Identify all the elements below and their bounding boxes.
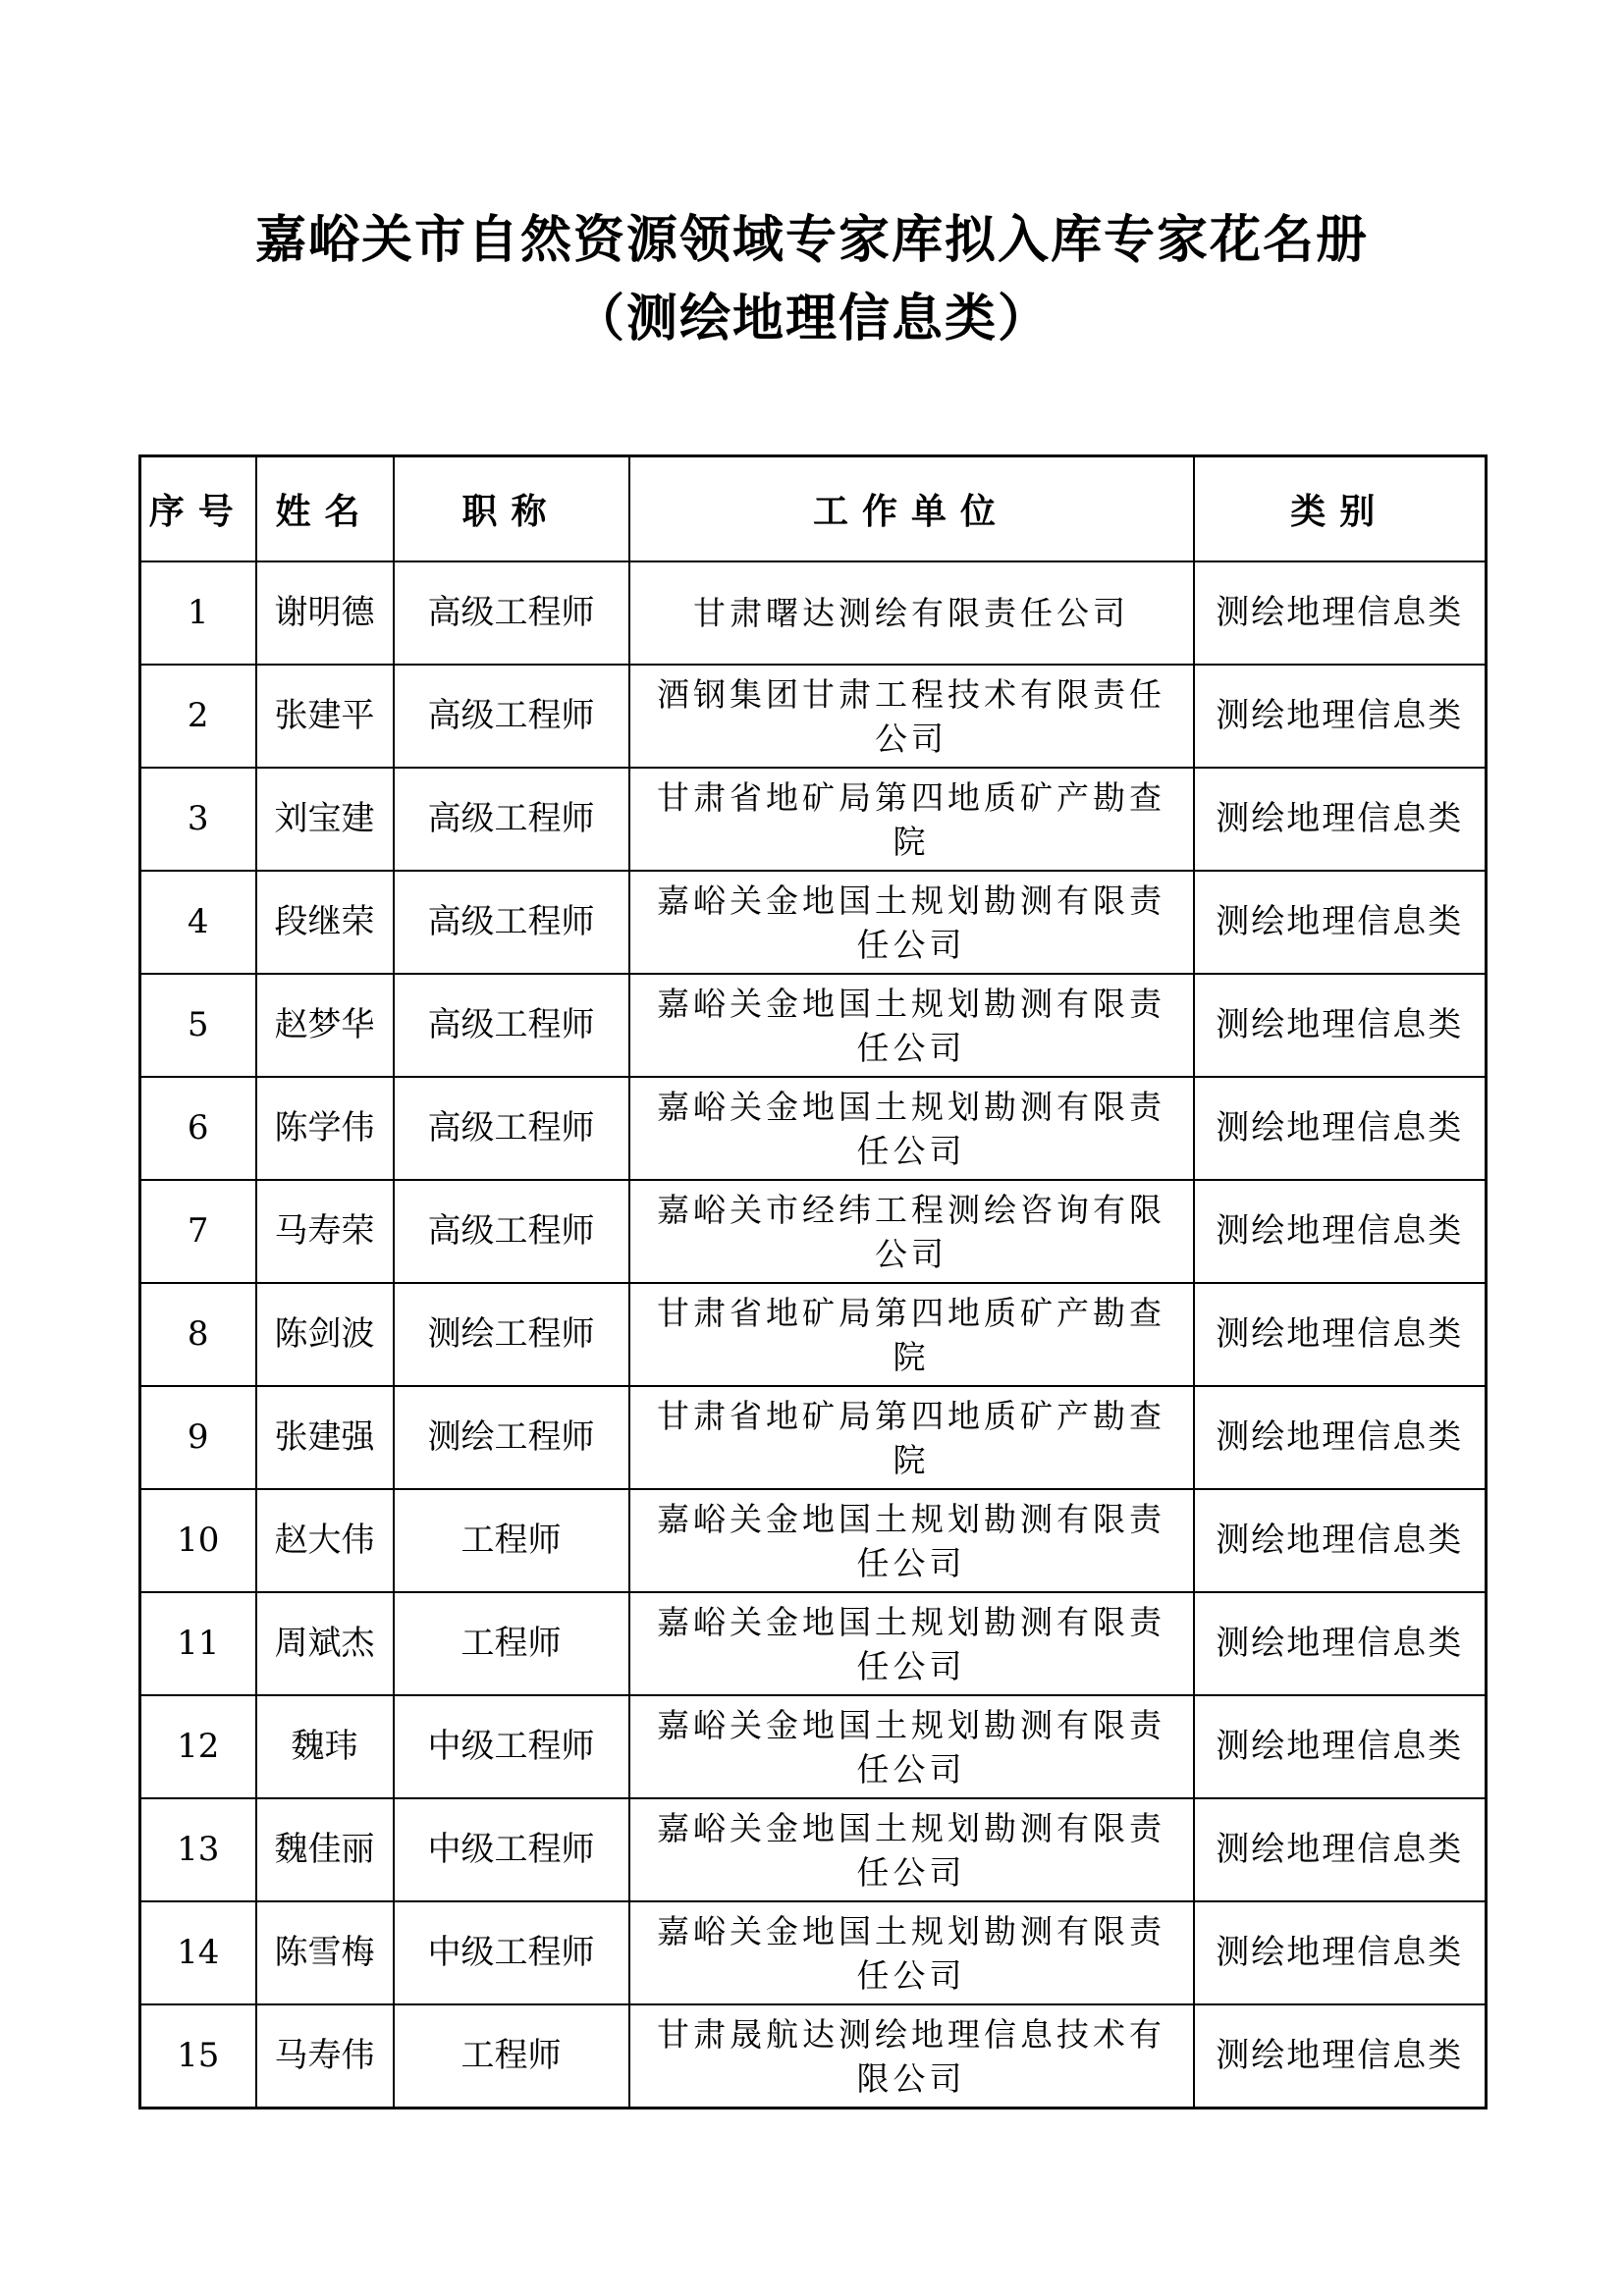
table-row [140,1283,1487,1386]
row-no: 4 [140,871,256,974]
table-row [140,1798,1487,1901]
row-name: 周斌杰 [256,1592,394,1695]
row-no: 1 [140,561,256,665]
row-name: 张建平 [256,665,394,768]
row-name: 谢明德 [256,561,394,665]
row-name: 刘宝建 [256,768,394,871]
row-org: 嘉峪关金地国土规划勘测有限责任公司 [629,1901,1194,2004]
row-no: 9 [140,1386,256,1489]
title-main: 嘉峪关市自然资源领域专家库拟入库专家花名册 [254,211,1369,270]
table-row [140,974,1487,1077]
row-category: 测绘地理信息类 [1194,871,1487,974]
row-name: 马寿伟 [256,2004,394,2109]
row-org: 嘉峪关市经纬工程测绘咨询有限公司 [629,1180,1194,1283]
row-org: 嘉峪关金地国土规划勘测有限责任公司 [629,1798,1194,1901]
row-category: 测绘地理信息类 [1194,561,1487,665]
row-org: 嘉峪关金地国土规划勘测有限责任公司 [629,1592,1194,1695]
table-row [140,1592,1487,1695]
row-no: 14 [140,1901,256,2004]
row-name: 陈剑波 [256,1283,394,1386]
row-org: 嘉峪关金地国土规划勘测有限责任公司 [629,974,1194,1077]
row-no: 12 [140,1695,256,1798]
row-category: 测绘地理信息类 [1194,1695,1487,1798]
row-no: 5 [140,974,256,1077]
row-category: 测绘地理信息类 [1194,1901,1487,2004]
row-org: 甘肃省地矿局第四地质矿产勘查院 [629,1386,1194,1489]
header-no: 序号 [140,456,256,562]
row-name: 段继荣 [256,871,394,974]
row-no: 11 [140,1592,256,1695]
row-name: 马寿荣 [256,1180,394,1283]
table-row [140,665,1487,768]
row-title: 高级工程师 [394,768,629,871]
row-title: 测绘工程师 [394,1386,629,1489]
table-row [140,1695,1487,1798]
row-title: 高级工程师 [394,974,629,1077]
row-no: 3 [140,768,256,871]
row-org: 甘肃省地矿局第四地质矿产勘查院 [629,1283,1194,1386]
table-row [140,1489,1487,1592]
title-subtitle: （测绘地理信息类） [572,290,1051,348]
row-title: 高级工程师 [394,561,629,665]
row-category: 测绘地理信息类 [1194,1180,1487,1283]
row-org: 甘肃晟航达测绘地理信息技术有限公司 [629,2004,1194,2109]
table-row [140,1386,1487,1489]
row-category: 测绘地理信息类 [1194,665,1487,768]
row-no: 2 [140,665,256,768]
row-category: 测绘地理信息类 [1194,974,1487,1077]
row-name: 张建强 [256,1386,394,1489]
row-no: 15 [140,2004,256,2109]
table-row [140,768,1487,871]
row-name: 魏佳丽 [256,1798,394,1901]
row-name: 陈雪梅 [256,1901,394,2004]
row-name: 魏玮 [256,1695,394,1798]
row-category: 测绘地理信息类 [1194,1592,1487,1695]
table-row [140,2004,1487,2109]
row-title: 工程师 [394,2004,629,2109]
row-no: 8 [140,1283,256,1386]
row-org: 酒钢集团甘肃工程技术有限责任公司 [629,665,1194,768]
header-name: 姓名 [256,456,394,562]
row-name: 赵梦华 [256,974,394,1077]
row-name: 赵大伟 [256,1489,394,1592]
row-title: 工程师 [394,1592,629,1695]
row-category: 测绘地理信息类 [1194,1077,1487,1180]
row-title: 中级工程师 [394,1695,629,1798]
row-org: 甘肃省地矿局第四地质矿产勘查院 [629,768,1194,871]
row-title: 工程师 [394,1489,629,1592]
row-title: 中级工程师 [394,1901,629,2004]
row-org: 嘉峪关金地国土规划勘测有限责任公司 [629,1489,1194,1592]
row-category: 测绘地理信息类 [1194,1283,1487,1386]
row-title: 测绘工程师 [394,1283,629,1386]
document-title [0,201,1624,358]
table-row [140,1901,1487,2004]
table-row [140,1077,1487,1180]
table-row [140,871,1487,974]
row-title: 高级工程师 [394,871,629,974]
row-title: 高级工程师 [394,1180,629,1283]
row-name: 陈学伟 [256,1077,394,1180]
row-org: 甘肃曙达测绘有限责任公司 [629,561,1194,665]
expert-roster-table [138,454,1488,2109]
row-no: 7 [140,1180,256,1283]
row-title: 中级工程师 [394,1798,629,1901]
header-title: 职称 [394,456,629,562]
row-org: 嘉峪关金地国土规划勘测有限责任公司 [629,1695,1194,1798]
header-category: 类别 [1194,456,1487,562]
row-no: 10 [140,1489,256,1592]
table-header-row [140,456,1487,562]
table-row [140,561,1487,665]
row-org: 嘉峪关金地国土规划勘测有限责任公司 [629,871,1194,974]
row-org: 嘉峪关金地国土规划勘测有限责任公司 [629,1077,1194,1180]
row-category: 测绘地理信息类 [1194,2004,1487,2109]
row-category: 测绘地理信息类 [1194,1798,1487,1901]
row-category: 测绘地理信息类 [1194,1386,1487,1489]
row-title: 高级工程师 [394,665,629,768]
row-no: 6 [140,1077,256,1180]
row-category: 测绘地理信息类 [1194,768,1487,871]
header-org: 工作单位 [629,456,1194,562]
row-title: 高级工程师 [394,1077,629,1180]
row-no: 13 [140,1798,256,1901]
table-row [140,1180,1487,1283]
row-category: 测绘地理信息类 [1194,1489,1487,1592]
